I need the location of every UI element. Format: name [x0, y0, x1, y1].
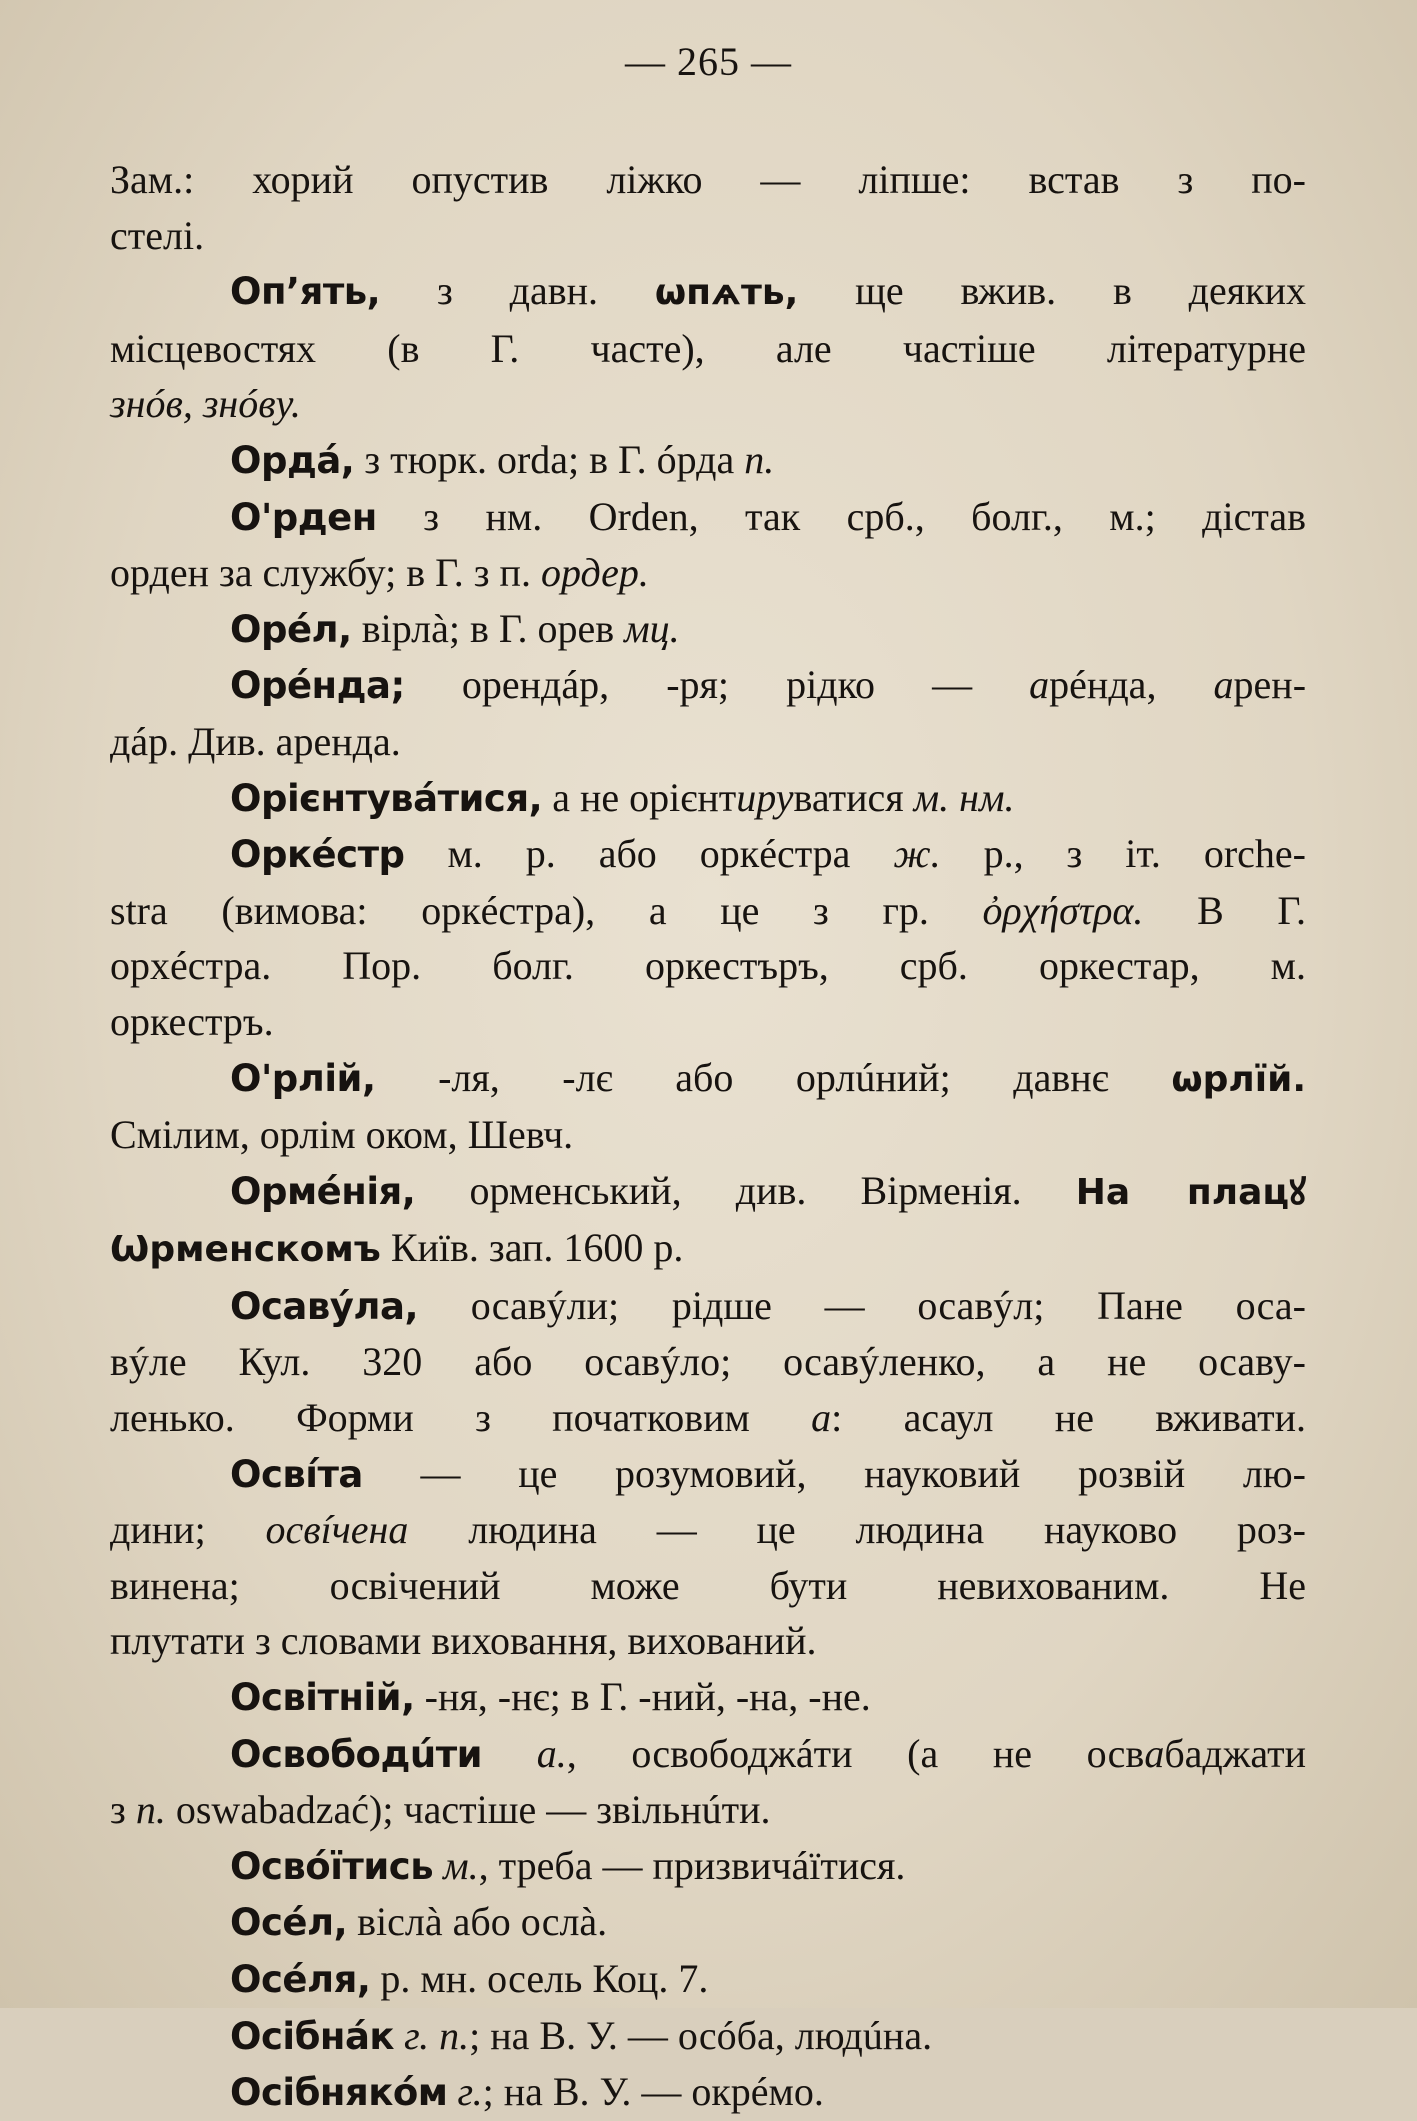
- dictionary-text: [110, 152, 1306, 2121]
- text-run: р. мн. осель Коц. 7.: [370, 1956, 709, 2001]
- text-run: з тюрк. orda; в Г. óрда: [354, 436, 745, 482]
- italic-text: знóв, знóву.: [110, 381, 301, 427]
- headword: Оркéстр: [230, 833, 405, 877]
- headword: Осéля,: [230, 1958, 371, 2001]
- entry-line: [110, 770, 1306, 827]
- text-run: ; на В. У. — осóба, людúна.: [469, 2012, 933, 2058]
- italic-text: мц.: [624, 605, 680, 651]
- text-run: а не орієнт: [542, 774, 737, 820]
- entry-line: [110, 826, 1306, 883]
- text-run: дини;: [110, 1507, 266, 1553]
- headword: Осéл,: [230, 1901, 348, 1945]
- text-line: [110, 1334, 1306, 1390]
- text-line: [110, 376, 1306, 432]
- text-run: людина — це людина науково роз-: [408, 1507, 1307, 1553]
- text-run: [482, 1731, 537, 1776]
- text-line: [110, 1782, 1306, 1838]
- entry-line: [110, 2008, 1306, 2065]
- headword: Осібнáк: [230, 2014, 395, 2058]
- headword: Орéл,: [230, 607, 352, 651]
- text-run: , освободжáти (а не осв: [566, 1730, 1145, 1776]
- old-script-text: ѡрлїй.: [1171, 1058, 1306, 1100]
- entry-line: [110, 1278, 1306, 1335]
- text-line: [110, 1220, 1306, 1278]
- text-run: стелі.: [110, 212, 205, 258]
- text-run: ленько. Форми з початковим: [110, 1395, 812, 1441]
- entry-line: [110, 657, 1306, 714]
- text-run: Зам.: хорий опустив ліжко — ліпше: встав з по-: [110, 157, 1306, 202]
- entry-line: [110, 489, 1306, 546]
- text-run: оркестръ.: [110, 998, 274, 1044]
- headword: О'рлій,: [230, 1056, 376, 1100]
- old-script-text: ѡпѧть,: [654, 272, 799, 314]
- italic-text: а: [1029, 662, 1050, 708]
- text-run: -ля, -лє або орлúний; давнє: [375, 1054, 1172, 1100]
- text-run: рен-: [1233, 662, 1307, 708]
- text-run: орендáр, -ря; рідко —: [404, 662, 1030, 708]
- italic-text: п.: [744, 436, 775, 482]
- italic-text: иру: [736, 774, 794, 820]
- page-number: — 265 —: [625, 39, 792, 84]
- text-run: орменський, див. Вірменія.: [415, 1167, 1076, 1213]
- text-line: [110, 1502, 1306, 1558]
- italic-text: ж.: [893, 831, 941, 877]
- entry-line: [110, 263, 1306, 321]
- text-run: плутати з словами виховання, вихований.: [110, 1618, 817, 1664]
- headword: Осавýла,: [230, 1284, 419, 1328]
- text-run: ватися: [793, 774, 914, 820]
- text-run: ще вжив. в деяких: [798, 268, 1306, 314]
- text-line: [110, 545, 1306, 601]
- text-line: [110, 1107, 1306, 1163]
- text-run: Київ. зап. 1600 р.: [380, 1225, 684, 1271]
- entry-line: [110, 601, 1306, 658]
- text-run: з давн.: [380, 268, 655, 314]
- italic-text: м. нм.: [913, 774, 1015, 820]
- entry-line: [110, 2064, 1306, 2121]
- text-line: [110, 938, 1306, 994]
- old-script-text: На плацꙋ: [1075, 1171, 1306, 1213]
- text-run: [448, 2069, 458, 2114]
- entry-line: [110, 432, 1306, 489]
- text-run: винена; освічений може бути невихованим. Не: [110, 1562, 1306, 1608]
- text-run: oswabadzać); частіше — звільнúти.: [165, 1787, 771, 1833]
- headword: Оп’ять,: [230, 270, 381, 314]
- entry-line: [110, 1669, 1306, 1726]
- text-run: — це розумовий, науковий розвій лю-: [362, 1450, 1306, 1496]
- entry-line: [110, 1050, 1306, 1108]
- text-run: осавýли; рідше — осавýл; Пане оса-: [418, 1282, 1306, 1328]
- text-run: орхéстра. Пор. болг. оркестъръ, срб. оркестар, м.: [110, 943, 1306, 989]
- text-run: м. р. або оркéстра: [404, 831, 894, 877]
- text-line: [110, 883, 1306, 939]
- entry-line: [110, 1446, 1306, 1503]
- italic-text: п.: [135, 1787, 166, 1833]
- text-run: ; на В. У. — окрéмо.: [482, 2069, 824, 2115]
- text-line: [110, 1558, 1306, 1614]
- text-line: [110, 994, 1306, 1050]
- text-run: Смілим, орлім оком, Шевч.: [110, 1112, 574, 1158]
- headword: Осібнякóм: [230, 2071, 448, 2115]
- headword: Орéнда;: [230, 664, 405, 708]
- text-run: з нм. Orden, так срб., болг., м.; дістав: [376, 493, 1306, 539]
- text-line: [110, 152, 1306, 208]
- text-line: [110, 208, 1306, 264]
- text-line: [110, 321, 1306, 377]
- text-run: В Г.: [1143, 887, 1307, 933]
- text-line: [110, 1390, 1306, 1446]
- text-line: [110, 714, 1306, 770]
- entry-line: [110, 1726, 1306, 1783]
- text-run: вýле Кул. 320 або осавýло; осавýленко, а не осаву-: [110, 1339, 1306, 1385]
- text-run: , треба — призвичáїтися.: [478, 1842, 906, 1888]
- headword: О'рден: [230, 495, 377, 539]
- text-run: орден за службу; в Г. з п.: [110, 550, 541, 596]
- italic-text: а: [1213, 662, 1234, 708]
- text-run: баджати: [1164, 1730, 1307, 1776]
- text-run: : асаул не вживати.: [831, 1395, 1306, 1441]
- entry-line: [110, 1894, 1306, 1951]
- text-run: [394, 2013, 404, 2058]
- text-run: р., з іт. orche-: [940, 831, 1306, 877]
- headword: Освóїтись: [230, 1844, 434, 1888]
- headword: Ормéнія,: [230, 1169, 416, 1213]
- italic-text: ὀρχήστρα.: [982, 887, 1144, 933]
- text-run: stra (вимова: оркéстра), а це з гр.: [110, 887, 983, 933]
- text-run: -ня, -нє; в Г. -ний, -на, -не.: [414, 1674, 871, 1720]
- italic-text: освíчена: [265, 1507, 409, 1553]
- text-run: [433, 1843, 443, 1888]
- text-run: дáр. Див. аренда.: [110, 718, 401, 764]
- text-line: [110, 1613, 1306, 1669]
- italic-text: ордер.: [540, 550, 649, 596]
- italic-text: г. п.: [404, 2012, 470, 2058]
- italic-text: а: [1144, 1730, 1165, 1776]
- old-script-text: Ѡрменскомъ: [110, 1229, 381, 1271]
- entry-line: [110, 1838, 1306, 1895]
- headword: Орієнтувáтися,: [230, 776, 543, 820]
- headword: Освітній,: [230, 1676, 415, 1720]
- italic-text: а: [811, 1395, 832, 1441]
- text-run: віслà або ослà.: [347, 1899, 608, 1945]
- entry-line: [110, 1163, 1306, 1221]
- headword: Освíта: [230, 1452, 363, 1496]
- text-run: місцевостях (в Г. часте), але частіше літературне: [110, 325, 1306, 371]
- italic-text: а.: [536, 1730, 567, 1776]
- text-run: рéнда,: [1049, 662, 1214, 708]
- headword: Ордá,: [230, 438, 355, 482]
- headword: Освободúти: [230, 1732, 483, 1776]
- text-run: вірлà; в Г. орев: [351, 605, 625, 651]
- italic-text: г.: [457, 2069, 483, 2115]
- entry-line: [110, 1951, 1306, 2008]
- italic-text: м.: [443, 1842, 479, 1888]
- text-run: з: [110, 1787, 136, 1833]
